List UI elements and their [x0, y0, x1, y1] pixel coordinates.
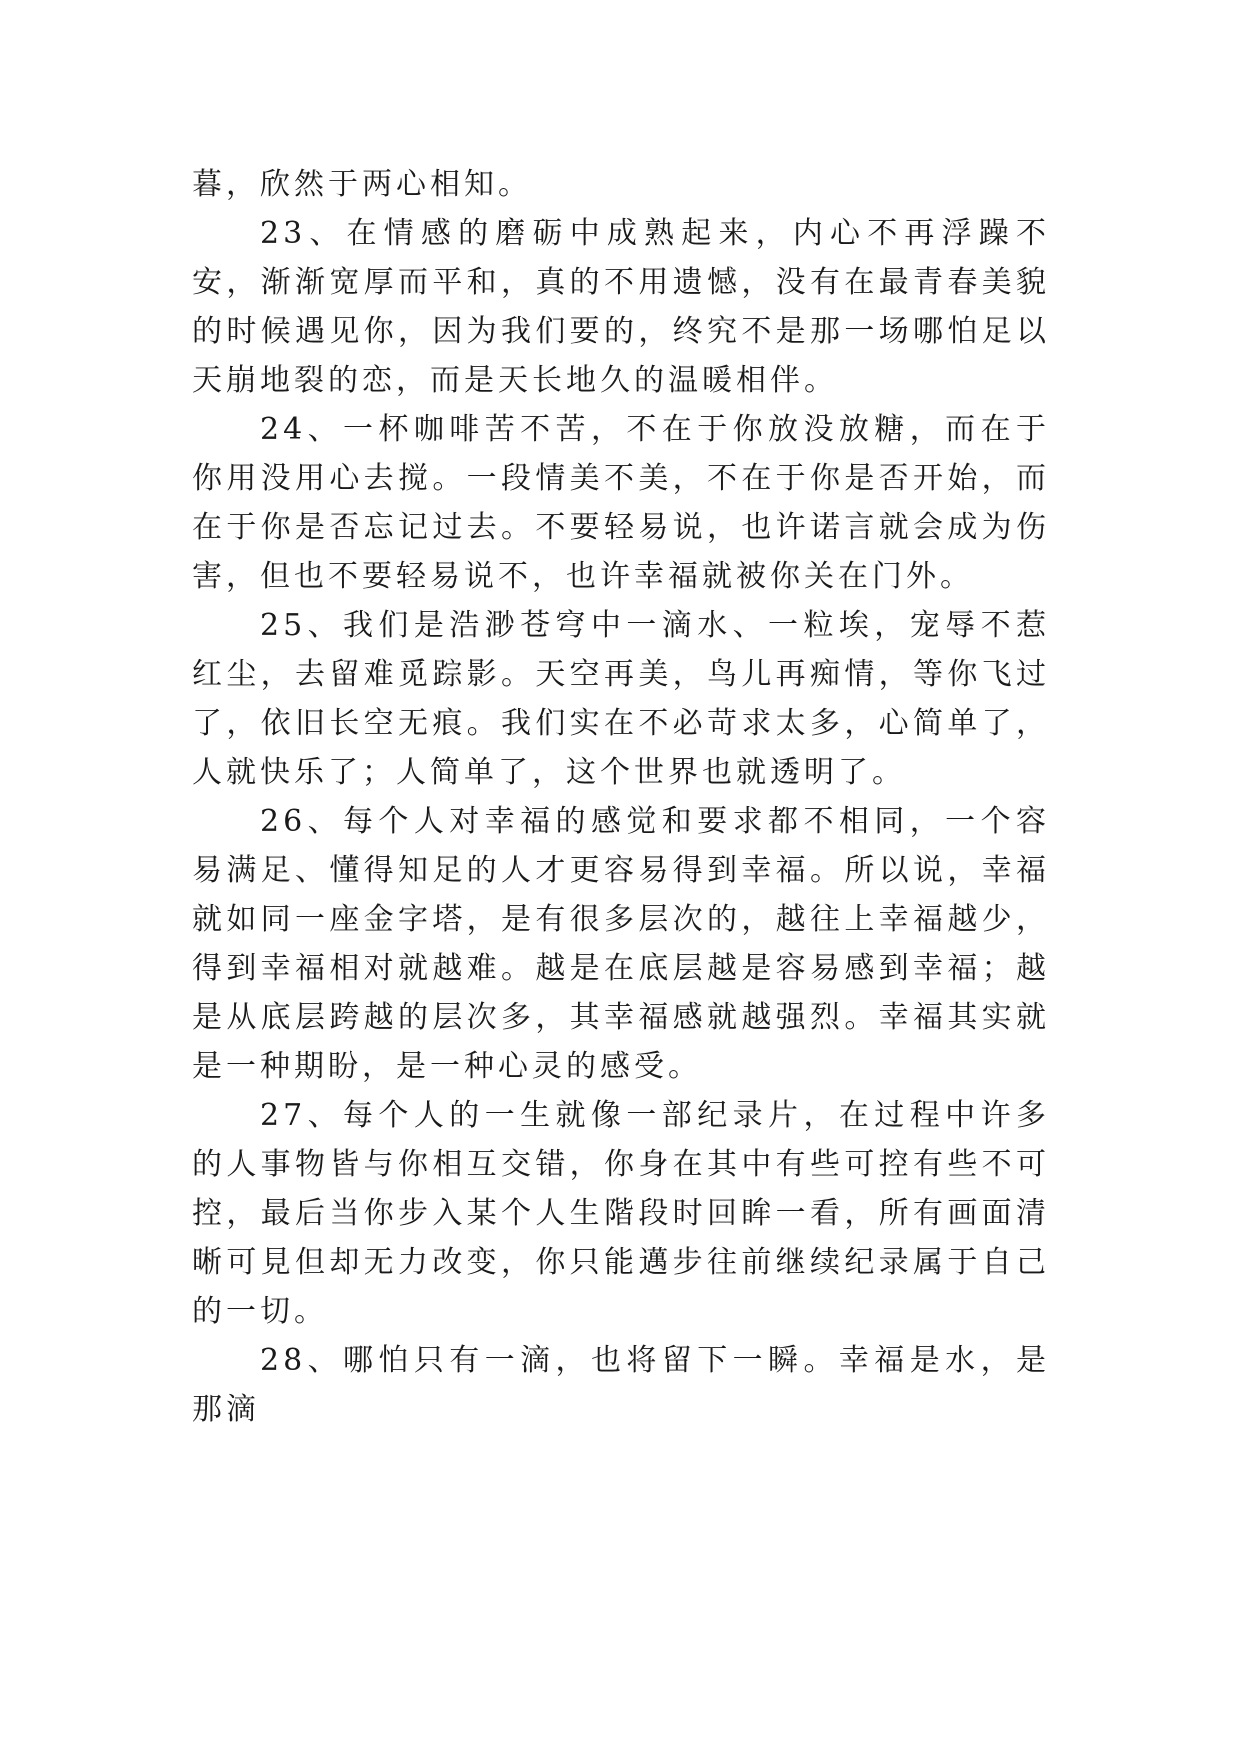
paragraph-25: 25、我们是浩渺苍穹中一滴水、一粒埃，宠辱不惹红尘，去留难觅踪影。天空再美，鸟儿再痴情，等你飞过了，依旧长空无痕。我们实在不必苛求太多，心简单了，人就快乐了；人简单了，这个世界也就透明了。: [192, 608, 1050, 790]
paragraph-28: 28、哪怕只有一滴，也将留下一瞬。幸福是水，是那滴: [192, 1343, 1050, 1427]
paragraph-continuation: 暮，欣然于两心相知。: [192, 167, 532, 202]
paragraph-27: 27、每个人的一生就像一部纪录片，在过程中许多的人事物皆与你相互交错，你身在其中有些可控有些不可控，最后当你步入某个人生階段时回眸一看，所有画面清晰可見但却无力改变，你只能邁步往前继续纪录属于自己的一切。: [192, 1098, 1050, 1329]
paragraph-23: 23、在情感的磨砺中成熟起来，内心不再浮躁不安，渐渐宽厚而平和，真的不用遗憾，没有在最青春美貌的时候遇见你，因为我们要的，终究不是那一场哪怕足以天崩地裂的恋，而是天长地久的温暖相伴。: [192, 216, 1050, 398]
body-text: [192, 160, 1050, 1434]
paragraph-24: 24、一杯咖啡苦不苦，不在于你放没放糖，而在于你用没用心去搅。一段情美不美，不在于你是否开始，而在于你是否忘记过去。不要轻易说，也许诺言就会成为伤害，但也不要轻易说不，也许幸福就被你关在门外。: [192, 412, 1050, 594]
paragraph-26: 26、每个人对幸福的感觉和要求都不相同，一个容易满足、懂得知足的人才更容易得到幸福。所以说，幸福就如同一座金字塔，是有很多层次的，越往上幸福越少，得到幸福相对就越难。越是在底层越是容易感到幸福；越是从底层跨越的层次多，其幸福感就越强烈。幸福其实就是一种期盼，是一种心灵的感受。: [192, 804, 1050, 1084]
